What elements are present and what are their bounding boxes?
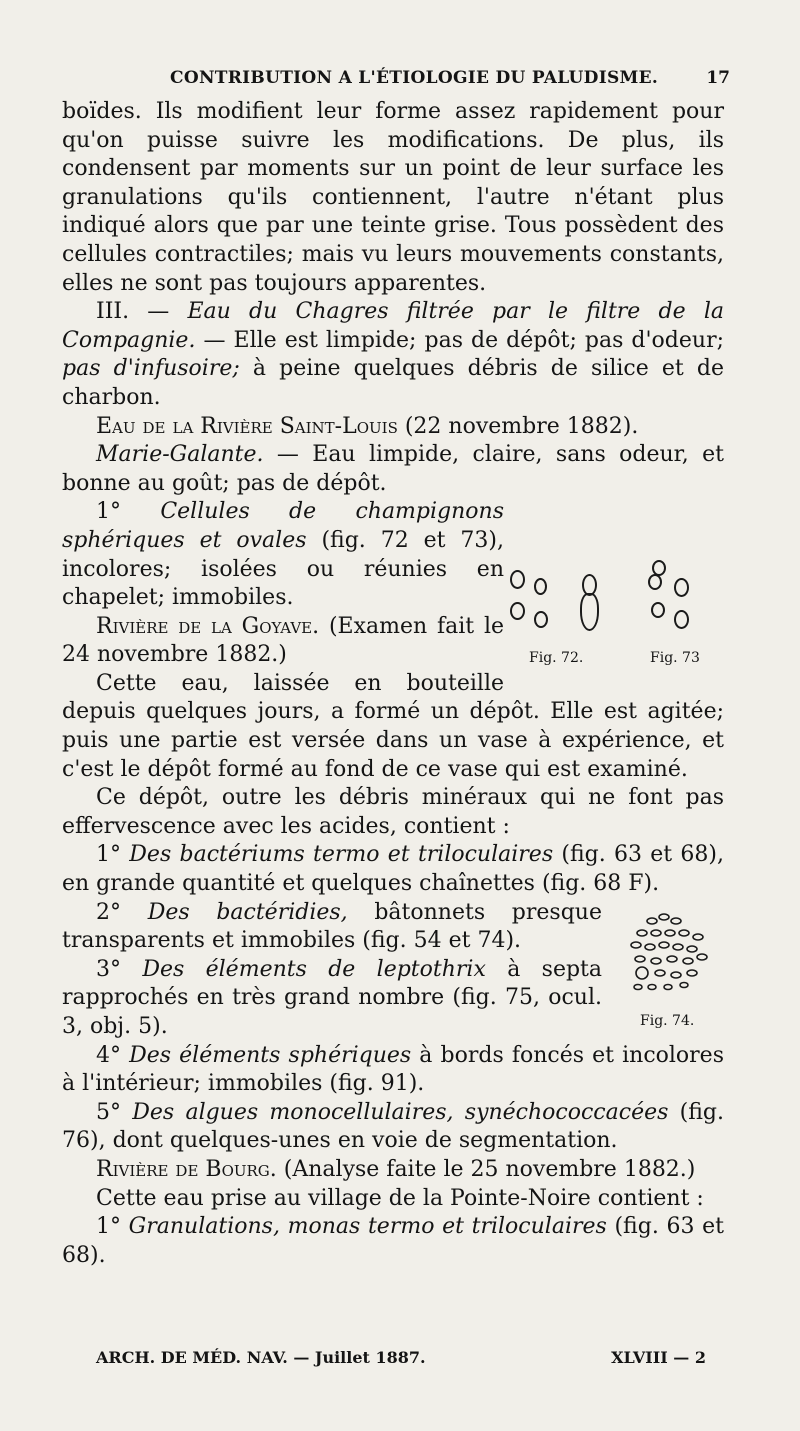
journal-citation: ARCH. DE MÉD. NAV. — Juillet 1887. xyxy=(96,1348,426,1367)
paragraph-9: 1° Des bactériums termo et triloculaires (fig. 63 et 68), en grande quantité et quelques chaînettes (fig. 68 F). xyxy=(62,842,724,897)
paragraph-13: 5° Des algues monocellulaires, synéchococcacées (fig. 76), dont quelques-unes en voie de segmentation. xyxy=(62,1099,724,1154)
cell-icon xyxy=(674,610,689,629)
fig72-label: Fig. 72. xyxy=(529,650,584,667)
paragraph-6: Rivière de la Goyave. (Examen fait le 24 novembre 1882.) xyxy=(62,613,504,668)
page-number: 17 xyxy=(706,68,730,88)
paragraph-10: 2° Des bactéridies, bâtonnets presque transparents et immobiles (fig. 54 et 74). xyxy=(62,899,602,954)
paragraph-7: Cette eau, laissée en bouteille depuis quelques jours, a formé un dépôt. Elle est agitée; puis une partie est versée dans un vase à expérience, et c'est le dépôt formé au fond de ce vase qui est examiné. xyxy=(62,670,724,782)
paragraph-15: Cette eau prise au village de la Pointe-Noire contient : xyxy=(96,1185,704,1211)
cell-icon xyxy=(534,611,548,628)
figures-72-73 xyxy=(504,498,724,676)
cell-icon xyxy=(534,578,547,595)
cell-icon xyxy=(510,570,525,589)
running-title: CONTRIBUTION A L'ÉTIOLOGIE DU PALUDISME. xyxy=(170,68,659,88)
cell-icon xyxy=(674,578,689,597)
signature-mark: XLVIII — 2 xyxy=(611,1348,706,1367)
page-header xyxy=(60,64,740,96)
figure-74 xyxy=(612,899,724,1029)
cell-icon xyxy=(580,593,599,631)
fig74-label: Fig. 74. xyxy=(640,1012,695,1029)
page-footer xyxy=(96,1348,706,1376)
main-text xyxy=(62,98,724,1270)
paragraph-8: Ce dépôt, outre les débris minéraux qui ne font pas effervescence avec les acides, contient : xyxy=(62,785,724,839)
paragraph-4: Marie-Galante. — Eau limpide, claire, sans odeur, et bonne au goût; pas de dépôt. xyxy=(62,442,724,496)
paragraph-16: 1° Granulations, monas termo et triloculaires (fig. 63 et 68). xyxy=(62,1214,724,1268)
fig73-label: Fig. 73 xyxy=(650,650,700,667)
paragraph-11: 3° Des éléments de leptothrix à septa rapprochés en très grand nombre (fig. 75, ocul. 3, obj. 5). xyxy=(62,956,602,1039)
cell-icon xyxy=(510,602,525,620)
paragraph-3: Eau de la Rivière Saint-Louis (22 novembre 1882). xyxy=(96,413,639,439)
cell-icon xyxy=(651,602,665,618)
paragraph-14: Rivière de Bourg. (Analyse faite le 25 novembre 1882.) xyxy=(96,1156,696,1182)
paragraph-2: III. — Eau du Chagres filtrée par le filtre de la Compagnie. — Elle est limpide; pas de dépôt; pas d'odeur; pas d'infusoire; à peine quelques débris de silice et de charbon. xyxy=(62,299,724,410)
paragraph-12: 4° Des éléments sphériques à bords foncés et incolores à l'intérieur; immobiles (fig. 91). xyxy=(62,1042,724,1097)
paragraph-1: boïdes. Ils modifient leur forme assez rapidement pour qu'on puisse suivre les modifications. De plus, ils condensent par moments sur un point de leur surface les granulations qu'ils contiennent, l'autre n'étant plus indiqué alors que par une teinte grise. Tous possèdent des cellules contractiles; mais vu leurs mouvements constants, elles ne sont pas toujours apparentes. xyxy=(62,99,724,296)
cell-icon xyxy=(648,574,662,590)
paragraph-5: 1° Cellules de champignons sphériques et ovales (fig. 72 et 73), incolores; isolées ou réunies en chapelet; immobiles. xyxy=(62,499,504,611)
